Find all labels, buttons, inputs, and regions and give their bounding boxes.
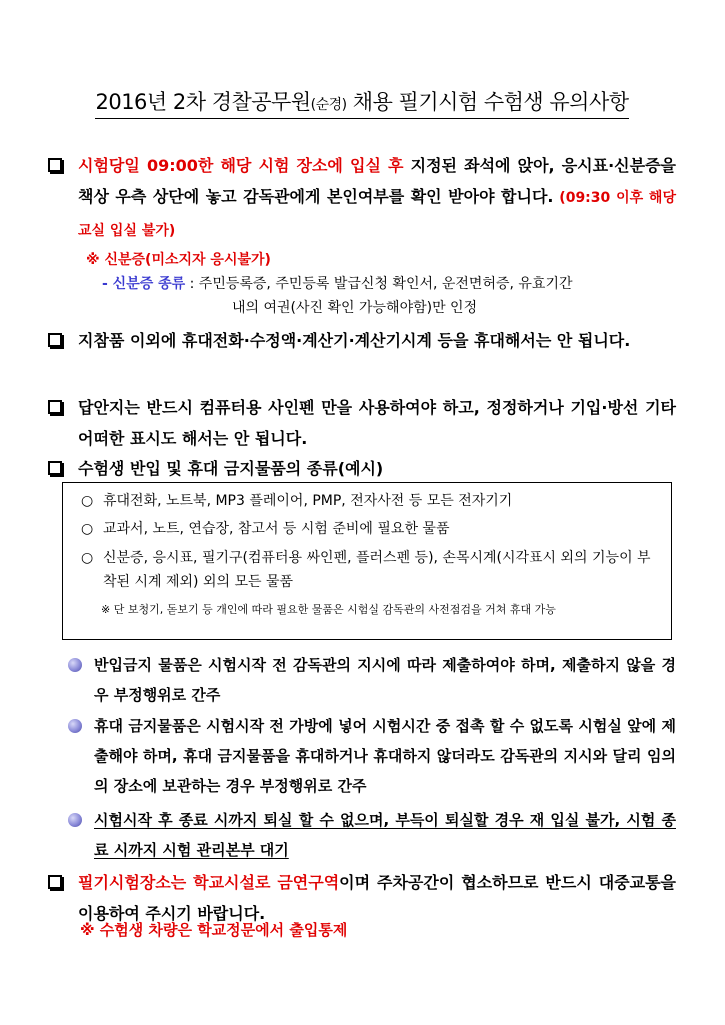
checkbox-icon (48, 875, 62, 889)
id-kinds-text-2: 내의 여권(사진 확인 가능해야함)만 인정 (232, 300, 478, 316)
section-entry-time (48, 150, 676, 247)
checkbox-icon (48, 333, 62, 347)
section-banned-list (48, 453, 676, 484)
prohibited-items-text: 지참품 이외에 휴대전화·수정액·계산기·계산기시계 등을 휴대해서는 안 됩니다. (78, 331, 631, 350)
no-smoking-highlight: 필기시험장소는 학교시설로 금연구역 (78, 873, 340, 892)
bullet-item (68, 650, 676, 710)
banned-items-box (62, 482, 672, 640)
id-kinds-label: - 신분증 종류 (102, 276, 186, 292)
answer-sheet-text: 답안지는 반드시 컴퓨터용 사인펜 만을 사용하여야 하고, 정정하거나 기입·방선 기타 어떠한 표시도 해서는 안 됩니다. (78, 398, 676, 448)
checkbox-icon (48, 400, 62, 414)
checkbox-icon (48, 158, 62, 172)
page-title (95, 86, 628, 119)
title-part-a: 2016년 2차 경찰공무원 (95, 90, 311, 114)
sphere-bullet-icon (68, 719, 82, 733)
title-part-b: 채용 필기시험 수험생 유의사항 (346, 90, 629, 114)
banned-list-heading: 수험생 반입 및 휴대 금지물품의 종류(예시) (78, 459, 384, 478)
circle-bullet-icon: ○ (81, 521, 94, 537)
sphere-bullet-icon (68, 813, 82, 827)
no-smoking-body: 이며 주차공간이 협소하므로 반드시 대중교통을 이용하여 주시기 바랍니다. (78, 873, 676, 923)
id-kinds-text: : 주민등록증, 주민등록 발급신청 확인서, 운전면허증, 유효기간 (185, 276, 573, 292)
sphere-bullet-icon (68, 658, 82, 672)
circle-bullet-icon: ○ (81, 493, 94, 509)
entry-time-body: 지정된 좌석에 앉아, 응시표·신분증을 책상 우측 상단에 놓고 감독관에게 본인여부를 확인 받아야 합니다. (78, 156, 676, 206)
banned-item-text: 교과서, 노트, 연습장, 참고서 등 시험 준비에 필요한 물품 (103, 521, 450, 537)
id-kinds (102, 273, 672, 295)
bullet-text: 시험시작 후 종료 시까지 퇴실 할 수 없으며, 부득이 퇴실할 경우 재 입실 불가, 시험 종료 시까지 시험 관리본부 대기 (94, 811, 676, 859)
banned-item (81, 517, 661, 541)
bullet-item (68, 711, 676, 801)
banned-item-text: 휴대전화, 노트북, MP3 플레이어, PMP, 전자사전 등 모든 전자기기 (103, 493, 513, 509)
section-prohibited-items (48, 325, 676, 356)
entry-time-highlight: 시험당일 09:00한 해당 시험 장소에 입실 후 (78, 156, 404, 175)
banned-items-note: ※ 단 보청기, 돋보기 등 개인에 따라 필요한 물품은 시험실 감독관의 사전점검을 거쳐 휴대 가능 (101, 603, 556, 616)
bullet-item (68, 805, 676, 865)
title-wrap (62, 86, 662, 119)
bullet-text: 휴대 금지물품은 시험시작 전 가방에 넣어 시험시간 중 접촉 할 수 없도록 시험실 앞에 제출해야 하며, 휴대 금지물품을 휴대하거나 휴대하지 않더라도 감독관의 지시와 달리 임의의 장소에 보관하는 경우 부정행위로 간주 (94, 717, 676, 795)
title-part-small: (순경) (310, 97, 347, 113)
id-required-note: ※ 신분증(미소지자 응시불가) (86, 252, 271, 268)
section-answer-sheet (48, 392, 676, 454)
banned-item (81, 546, 661, 594)
bullet-text: 반입금지 물품은 시험시작 전 감독관의 지시에 따라 제출하여야 하며, 제출하지 않을 경우 부정행위로 간주 (94, 656, 676, 704)
vehicle-control-note: ※ 수험생 차량은 학교정문에서 출입통제 (80, 921, 348, 939)
banned-item (81, 489, 661, 513)
section-entry-text (78, 150, 676, 247)
banned-item-text: 신분증, 응시표, 필기구(컴퓨터용 싸인펜, 플러스펜 등), 손목시계(시각표시 외의 기능이 부착된 시계 제외) 외의 모든 물품 (103, 550, 651, 590)
circle-bullet-icon: ○ (81, 550, 94, 566)
checkbox-icon (48, 461, 62, 475)
entry-late-note: (09:30 이후 해당교실 입실 불가) (78, 190, 676, 239)
